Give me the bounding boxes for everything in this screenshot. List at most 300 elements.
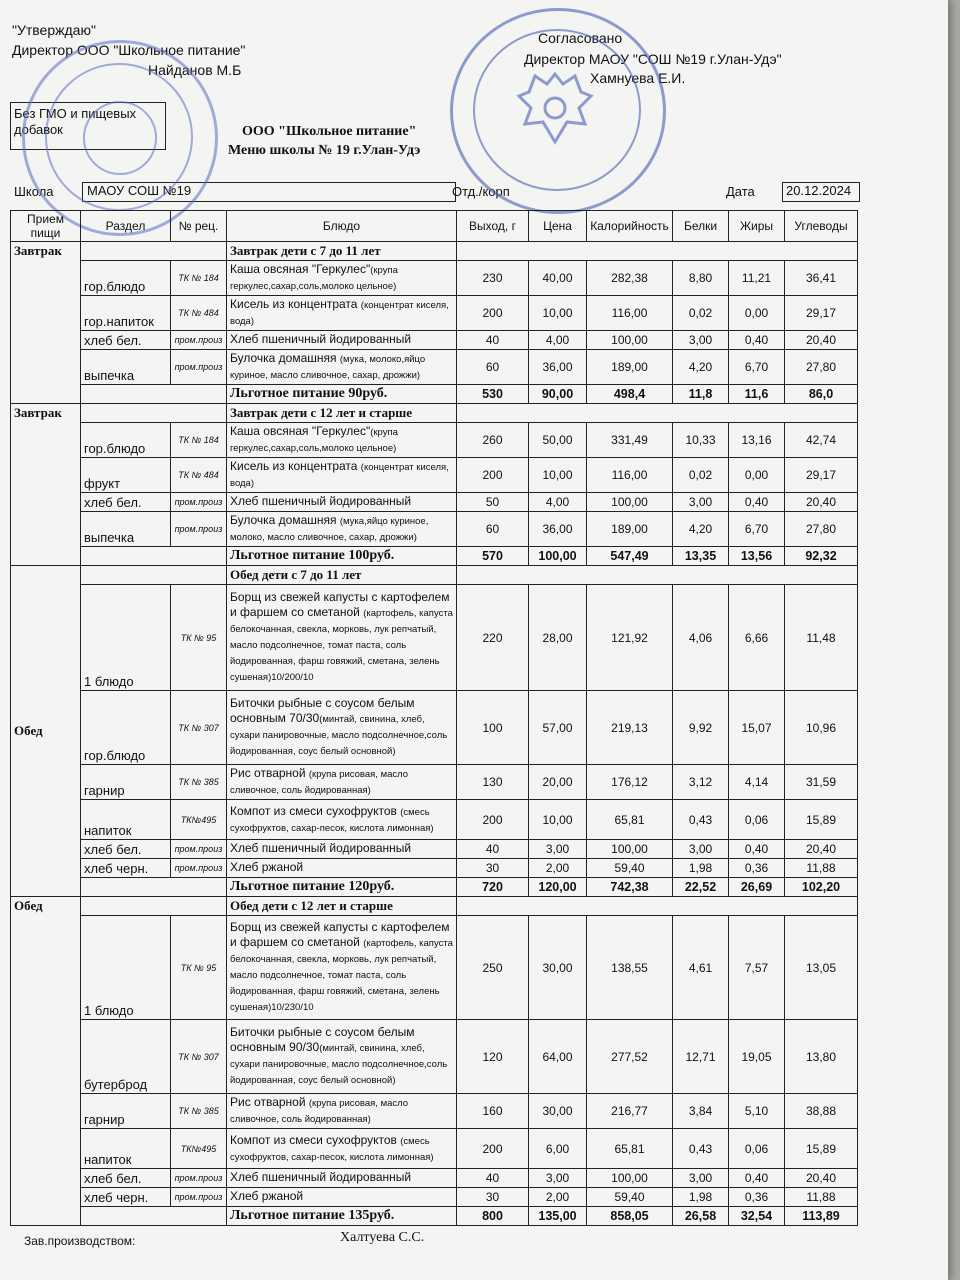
value-vyhod: 60 [457,512,529,547]
value-b: 3,12 [673,765,729,800]
value-vyhod: 200 [457,458,529,493]
value-u: 20,40 [785,1169,858,1188]
total-price: 120,00 [529,878,587,897]
meal-cell: Завтрак [11,242,81,404]
dish-cell [227,458,457,493]
dish-name: Булочка домашняя [230,351,340,365]
meal-cell: Обед [11,897,81,1226]
recipe-number: ТК № 484 [171,296,227,331]
dish-composition: (мука,яйцо куриное, молоко, масло сливочное, сахар, дрожжи) [230,516,429,543]
value-zh: 0,40 [729,331,785,350]
table-row [11,512,858,547]
value-u: 31,59 [785,765,858,800]
value-price: 50,00 [529,423,587,458]
total-b: 11,8 [673,385,729,404]
total-u: 113,89 [785,1207,858,1226]
column-header: Жиры [729,211,785,242]
razdel-cell: 1 блюдо [81,585,171,691]
recipe-number: ТК № 184 [171,261,227,296]
dish-name: Борщ из свежей капусты с картофелем и фаршем со сметаной [230,590,450,619]
dish-cell [227,840,457,859]
value-u: 38,88 [785,1094,858,1129]
section-title-row [11,897,858,916]
agree-line1: Согласовано [538,30,623,46]
value-zh: 11,21 [729,261,785,296]
section-title-row [11,242,858,261]
total-kcal: 742,38 [587,878,673,897]
dish-cell [227,1169,457,1188]
gmo-note: Без ГМО и пищевых добавок [10,102,166,150]
empty-cell [457,404,858,423]
value-b: 3,00 [673,331,729,350]
dish-name: Компот из смеси сухофруктов [230,1132,401,1147]
recipe-number: ТК№495 [171,1129,227,1169]
value-b: 4,61 [673,916,729,1020]
value-vyhod: 220 [457,585,529,691]
menu-table-body [11,211,858,1226]
value-kcal: 216,77 [587,1094,673,1129]
value-kcal: 219,13 [587,691,673,765]
value-price: 57,00 [529,691,587,765]
value-vyhod: 50 [457,493,529,512]
value-b: 1,98 [673,1188,729,1207]
value-vyhod: 160 [457,1094,529,1129]
column-header: Выход, г [457,211,529,242]
empty-cell [81,878,227,897]
total-row [11,878,858,897]
dish-name: Хлеб пшеничный йодированный [230,841,412,855]
value-u: 13,80 [785,1020,858,1094]
recipe-number: пром.произ [171,493,227,512]
school-value: МАОУ СОШ №19 [82,182,456,202]
value-price: 10,00 [529,458,587,493]
empty-cell [457,242,858,261]
date-label: Дата [726,184,755,199]
dish-name: Хлеб пшеничный йодированный [230,332,412,346]
value-vyhod: 200 [457,296,529,331]
total-row [11,1207,858,1226]
razdel-cell: гарнир [81,1094,171,1129]
dish-name: Булочка домашняя [230,513,340,527]
empty-cell [81,1207,227,1226]
value-b: 4,20 [673,512,729,547]
footer-role: Зав.производством: [24,1234,136,1248]
total-u: 92,32 [785,547,858,566]
dish-cell [227,859,457,878]
total-zh: 13,56 [729,547,785,566]
dish-name: Рис отварной [230,766,309,780]
razdel-cell: хлеб черн. [81,859,171,878]
total-vyhod: 720 [457,878,529,897]
total-zh: 32,54 [729,1207,785,1226]
column-header: Калорийность [587,211,673,242]
value-zh: 4,14 [729,765,785,800]
razdel-cell: выпечка [81,512,171,547]
razdel-cell: гор.напиток [81,296,171,331]
total-vyhod: 570 [457,547,529,566]
value-kcal: 100,00 [587,493,673,512]
recipe-number: пром.произ [171,512,227,547]
dish-name: Рис отварной [230,1095,309,1109]
value-zh: 5,10 [729,1094,785,1129]
dish-name: Каша овсяная "Геркулес" [230,424,371,438]
agree-line3: Хамнуева Е.И. [590,70,686,86]
table-header-row [11,211,858,242]
value-price: 4,00 [529,331,587,350]
razdel-cell: напиток [81,1129,171,1169]
dish-name: Хлеб пшеничный йодированный [230,1170,412,1184]
recipe-number: пром.произ [171,350,227,385]
dish-cell [227,1020,457,1094]
value-vyhod: 200 [457,1129,529,1169]
dish-cell [227,765,457,800]
value-vyhod: 40 [457,1169,529,1188]
value-vyhod: 30 [457,1188,529,1207]
value-zh: 13,16 [729,423,785,458]
total-price: 135,00 [529,1207,587,1226]
dish-composition: (концентрат киселя, вода) [230,462,449,489]
footer-signature: Халтуева С.С. [340,1230,425,1245]
value-u: 15,89 [785,1129,858,1169]
section-title: Завтрак дети с 7 до 11 лет [227,242,457,261]
table-row [11,840,858,859]
value-zh: 0,40 [729,493,785,512]
column-header: Углеводы [785,211,858,242]
column-header: № рец. [171,211,227,242]
value-u: 13,05 [785,916,858,1020]
dish-name: Каша овсяная "Геркулес" [230,262,371,276]
razdel-cell: хлеб бел. [81,840,171,859]
value-price: 20,00 [529,765,587,800]
recipe-number: пром.произ [171,331,227,350]
table-row [11,800,858,840]
value-kcal: 100,00 [587,840,673,859]
value-zh: 0,36 [729,1188,785,1207]
value-vyhod: 120 [457,1020,529,1094]
value-kcal: 116,00 [587,458,673,493]
value-zh: 0,06 [729,800,785,840]
table-row [11,458,858,493]
value-b: 1,98 [673,859,729,878]
table-row [11,916,858,1020]
total-b: 13,35 [673,547,729,566]
value-kcal: 65,81 [587,1129,673,1169]
value-b: 0,02 [673,458,729,493]
recipe-number: ТК № 307 [171,691,227,765]
value-price: 64,00 [529,1020,587,1094]
dish-cell [227,493,457,512]
section-title-row [11,404,858,423]
dish-composition: (концентрат киселя, вода) [230,300,449,327]
value-price: 40,00 [529,261,587,296]
value-kcal: 277,52 [587,1020,673,1094]
approve-line2: Директор ООО "Школьное питание" [12,42,246,58]
total-label: Льготное питание 100руб. [227,547,457,566]
dish-composition: (картофель, капуста белокочанная, свекла, морковь, лук репчатый, масло подсолнечное, томат паста, соль йодированная, фарш говяжий, сметана, зелень сушеная)10/230/10 [230,938,453,1013]
value-u: 11,88 [785,1188,858,1207]
total-b: 26,58 [673,1207,729,1226]
value-price: 3,00 [529,840,587,859]
razdel-cell: гор.блюдо [81,423,171,458]
value-price: 3,00 [529,1169,587,1188]
razdel-cell: напиток [81,800,171,840]
dish-cell [227,512,457,547]
value-vyhod: 60 [457,350,529,385]
dish-name: Хлеб ржаной [230,860,304,874]
recipe-number: ТК № 385 [171,1094,227,1129]
value-b: 3,00 [673,840,729,859]
empty-cell [81,242,227,261]
dish-cell [227,1188,457,1207]
date-value: 20.12.2024 [782,182,860,202]
total-vyhod: 530 [457,385,529,404]
empty-cell [457,897,858,916]
section-title: Обед дети с 12 лет и старше [227,897,457,916]
dish-cell [227,261,457,296]
total-u: 102,20 [785,878,858,897]
total-label: Льготное питание 90руб. [227,385,457,404]
value-u: 20,40 [785,493,858,512]
value-u: 20,40 [785,331,858,350]
total-label: Льготное питание 120руб. [227,878,457,897]
razdel-cell: 1 блюдо [81,916,171,1020]
table-row [11,1188,858,1207]
approve-line1: "Утверждаю" [12,22,96,38]
value-u: 15,89 [785,800,858,840]
dish-composition: (крупа геркулес,сахар,соль,молоко цельное) [230,427,398,454]
recipe-number: пром.произ [171,840,227,859]
value-u: 36,41 [785,261,858,296]
value-price: 28,00 [529,585,587,691]
table-row [11,765,858,800]
dish-name: Биточки рыбные с соусом белым основным 90/30 [230,1025,415,1054]
dish-composition: (крупа рисовая, масло сливочное, соль йодированная) [230,1098,409,1125]
value-price: 10,00 [529,296,587,331]
dish-composition: (смесь сухофруктов, сахар-песок, кислота лимонная) [230,806,434,834]
value-u: 29,17 [785,458,858,493]
recipe-number: ТК № 95 [171,585,227,691]
table-row [11,1129,858,1169]
dish-cell [227,350,457,385]
table-row [11,350,858,385]
value-kcal: 331,49 [587,423,673,458]
total-kcal: 498,4 [587,385,673,404]
empty-cell [457,566,858,585]
value-b: 3,00 [673,493,729,512]
value-zh: 6,70 [729,350,785,385]
section-title-row [11,566,858,585]
value-b: 3,84 [673,1094,729,1129]
total-row [11,547,858,566]
recipe-number: ТК № 95 [171,916,227,1020]
value-price: 36,00 [529,350,587,385]
value-kcal: 282,38 [587,261,673,296]
value-price: 2,00 [529,859,587,878]
dish-cell [227,296,457,331]
dish-name: Компот из смеси сухофруктов [230,803,401,818]
recipe-number: ТК № 385 [171,765,227,800]
value-b: 9,92 [673,691,729,765]
company-stamp [22,40,218,236]
razdel-cell: бутерброд [81,1020,171,1094]
eagle-emblem-icon [515,66,595,152]
meal-cell: Обед [11,566,81,897]
agree-line2: Директор МАОУ "СОШ №19 г.Улан-Удэ" [524,51,782,67]
value-u: 27,80 [785,512,858,547]
value-kcal: 121,92 [587,585,673,691]
empty-cell [81,566,227,585]
empty-cell [81,897,227,916]
empty-cell [81,404,227,423]
value-price: 4,00 [529,493,587,512]
value-vyhod: 40 [457,840,529,859]
recipe-number: ТК № 307 [171,1020,227,1094]
total-kcal: 858,05 [587,1207,673,1226]
total-kcal: 547,49 [587,547,673,566]
column-header: Белки [673,211,729,242]
value-kcal: 65,81 [587,800,673,840]
school-label: Школа [14,184,54,199]
table-row [11,1094,858,1129]
value-kcal: 59,40 [587,1188,673,1207]
value-vyhod: 200 [457,800,529,840]
value-zh: 0,00 [729,458,785,493]
total-price: 100,00 [529,547,587,566]
value-zh: 19,05 [729,1020,785,1094]
value-u: 11,48 [785,585,858,691]
value-b: 4,06 [673,585,729,691]
column-header: Цена [529,211,587,242]
approve-line3: Найданов М.Б [148,62,242,78]
table-row [11,585,858,691]
recipe-number: пром.произ [171,859,227,878]
recipe-number: ТК№495 [171,800,227,840]
value-zh: 0,36 [729,859,785,878]
value-vyhod: 30 [457,859,529,878]
dish-cell [227,423,457,458]
value-kcal: 59,40 [587,859,673,878]
value-b: 10,33 [673,423,729,458]
dish-name: Хлеб пшеничный йодированный [230,494,412,508]
dish-composition: (мука, молоко,яйцо куриное, масло сливочное, сахар, дрожжи) [230,354,426,381]
total-price: 90,00 [529,385,587,404]
title-org: ООО "Школьное питание" [242,124,417,139]
dish-name: Хлеб ржаной [230,1189,304,1203]
value-price: 30,00 [529,1094,587,1129]
dish-name: Борщ из свежей капусты с картофелем и фаршем со сметаной [230,920,450,949]
dish-composition: (смесь сухофруктов, сахар-песок, кислота лимонная) [230,1135,434,1163]
table-row [11,296,858,331]
value-vyhod: 130 [457,765,529,800]
value-vyhod: 260 [457,423,529,458]
dish-cell [227,1129,457,1169]
value-b: 0,43 [673,800,729,840]
razdel-cell: гарнир [81,765,171,800]
menu-table [10,210,858,1226]
value-zh: 6,66 [729,585,785,691]
dish-composition: (минтай, свинина, хлеб, сухари панировочные, масло подсолнечное,соль йодированная, соус белый основной) [230,1043,448,1086]
table-row [11,691,858,765]
value-price: 2,00 [529,1188,587,1207]
dish-cell [227,1094,457,1129]
value-zh: 0,06 [729,1129,785,1169]
dish-cell [227,331,457,350]
razdel-cell: фрукт [81,458,171,493]
razdel-cell: хлеб бел. [81,1169,171,1188]
total-zh: 11,6 [729,385,785,404]
table-row [11,331,858,350]
table-row [11,859,858,878]
empty-cell [81,385,227,404]
value-zh: 7,57 [729,916,785,1020]
value-u: 29,17 [785,296,858,331]
value-kcal: 189,00 [587,512,673,547]
value-u: 11,88 [785,859,858,878]
dish-name: Кисель из концентрата [230,297,361,311]
total-label: Льготное питание 135руб. [227,1207,457,1226]
razdel-cell: хлеб бел. [81,331,171,350]
value-kcal: 189,00 [587,350,673,385]
column-header: Раздел [81,211,171,242]
value-kcal: 100,00 [587,1169,673,1188]
empty-cell [81,547,227,566]
value-b: 8,80 [673,261,729,296]
value-vyhod: 40 [457,331,529,350]
value-vyhod: 250 [457,916,529,1020]
value-zh: 15,07 [729,691,785,765]
value-zh: 6,70 [729,512,785,547]
value-b: 0,43 [673,1129,729,1169]
value-b: 3,00 [673,1169,729,1188]
value-b: 4,20 [673,350,729,385]
table-row [11,261,858,296]
total-zh: 26,69 [729,878,785,897]
razdel-cell: хлеб черн. [81,1188,171,1207]
column-header: Блюдо [227,211,457,242]
dish-cell [227,916,457,1020]
recipe-number: ТК № 184 [171,423,227,458]
table-row [11,1020,858,1094]
value-price: 6,00 [529,1129,587,1169]
value-zh: 0,40 [729,1169,785,1188]
razdel-cell: выпечка [81,350,171,385]
dish-composition: (крупа рисовая, масло сливочное, соль йодированная) [230,769,409,796]
razdel-cell: хлеб бел. [81,493,171,512]
section-title: Обед дети с 7 до 11 лет [227,566,457,585]
school-stamp [450,8,666,214]
value-price: 30,00 [529,916,587,1020]
total-u: 86,0 [785,385,858,404]
value-u: 10,96 [785,691,858,765]
razdel-cell: гор.блюдо [81,691,171,765]
value-vyhod: 100 [457,691,529,765]
column-header: Прием пищи [11,211,81,242]
recipe-number: пром.произ [171,1188,227,1207]
dish-composition: (картофель, капуста белокочанная, свекла, морковь, лук репчатый, масло подсолнечное, томат паста, соль йодированная, фарш говяжий, сметана, зелень сушеная)10/200/10 [230,608,453,683]
value-b: 0,02 [673,296,729,331]
value-kcal: 176,12 [587,765,673,800]
value-u: 42,74 [785,423,858,458]
value-kcal: 100,00 [587,331,673,350]
dish-cell [227,585,457,691]
value-kcal: 116,00 [587,296,673,331]
total-row [11,385,858,404]
razdel-cell: гор.блюдо [81,261,171,296]
value-b: 12,71 [673,1020,729,1094]
table-row [11,1169,858,1188]
value-zh: 0,40 [729,840,785,859]
dish-name: Кисель из концентрата [230,459,361,473]
